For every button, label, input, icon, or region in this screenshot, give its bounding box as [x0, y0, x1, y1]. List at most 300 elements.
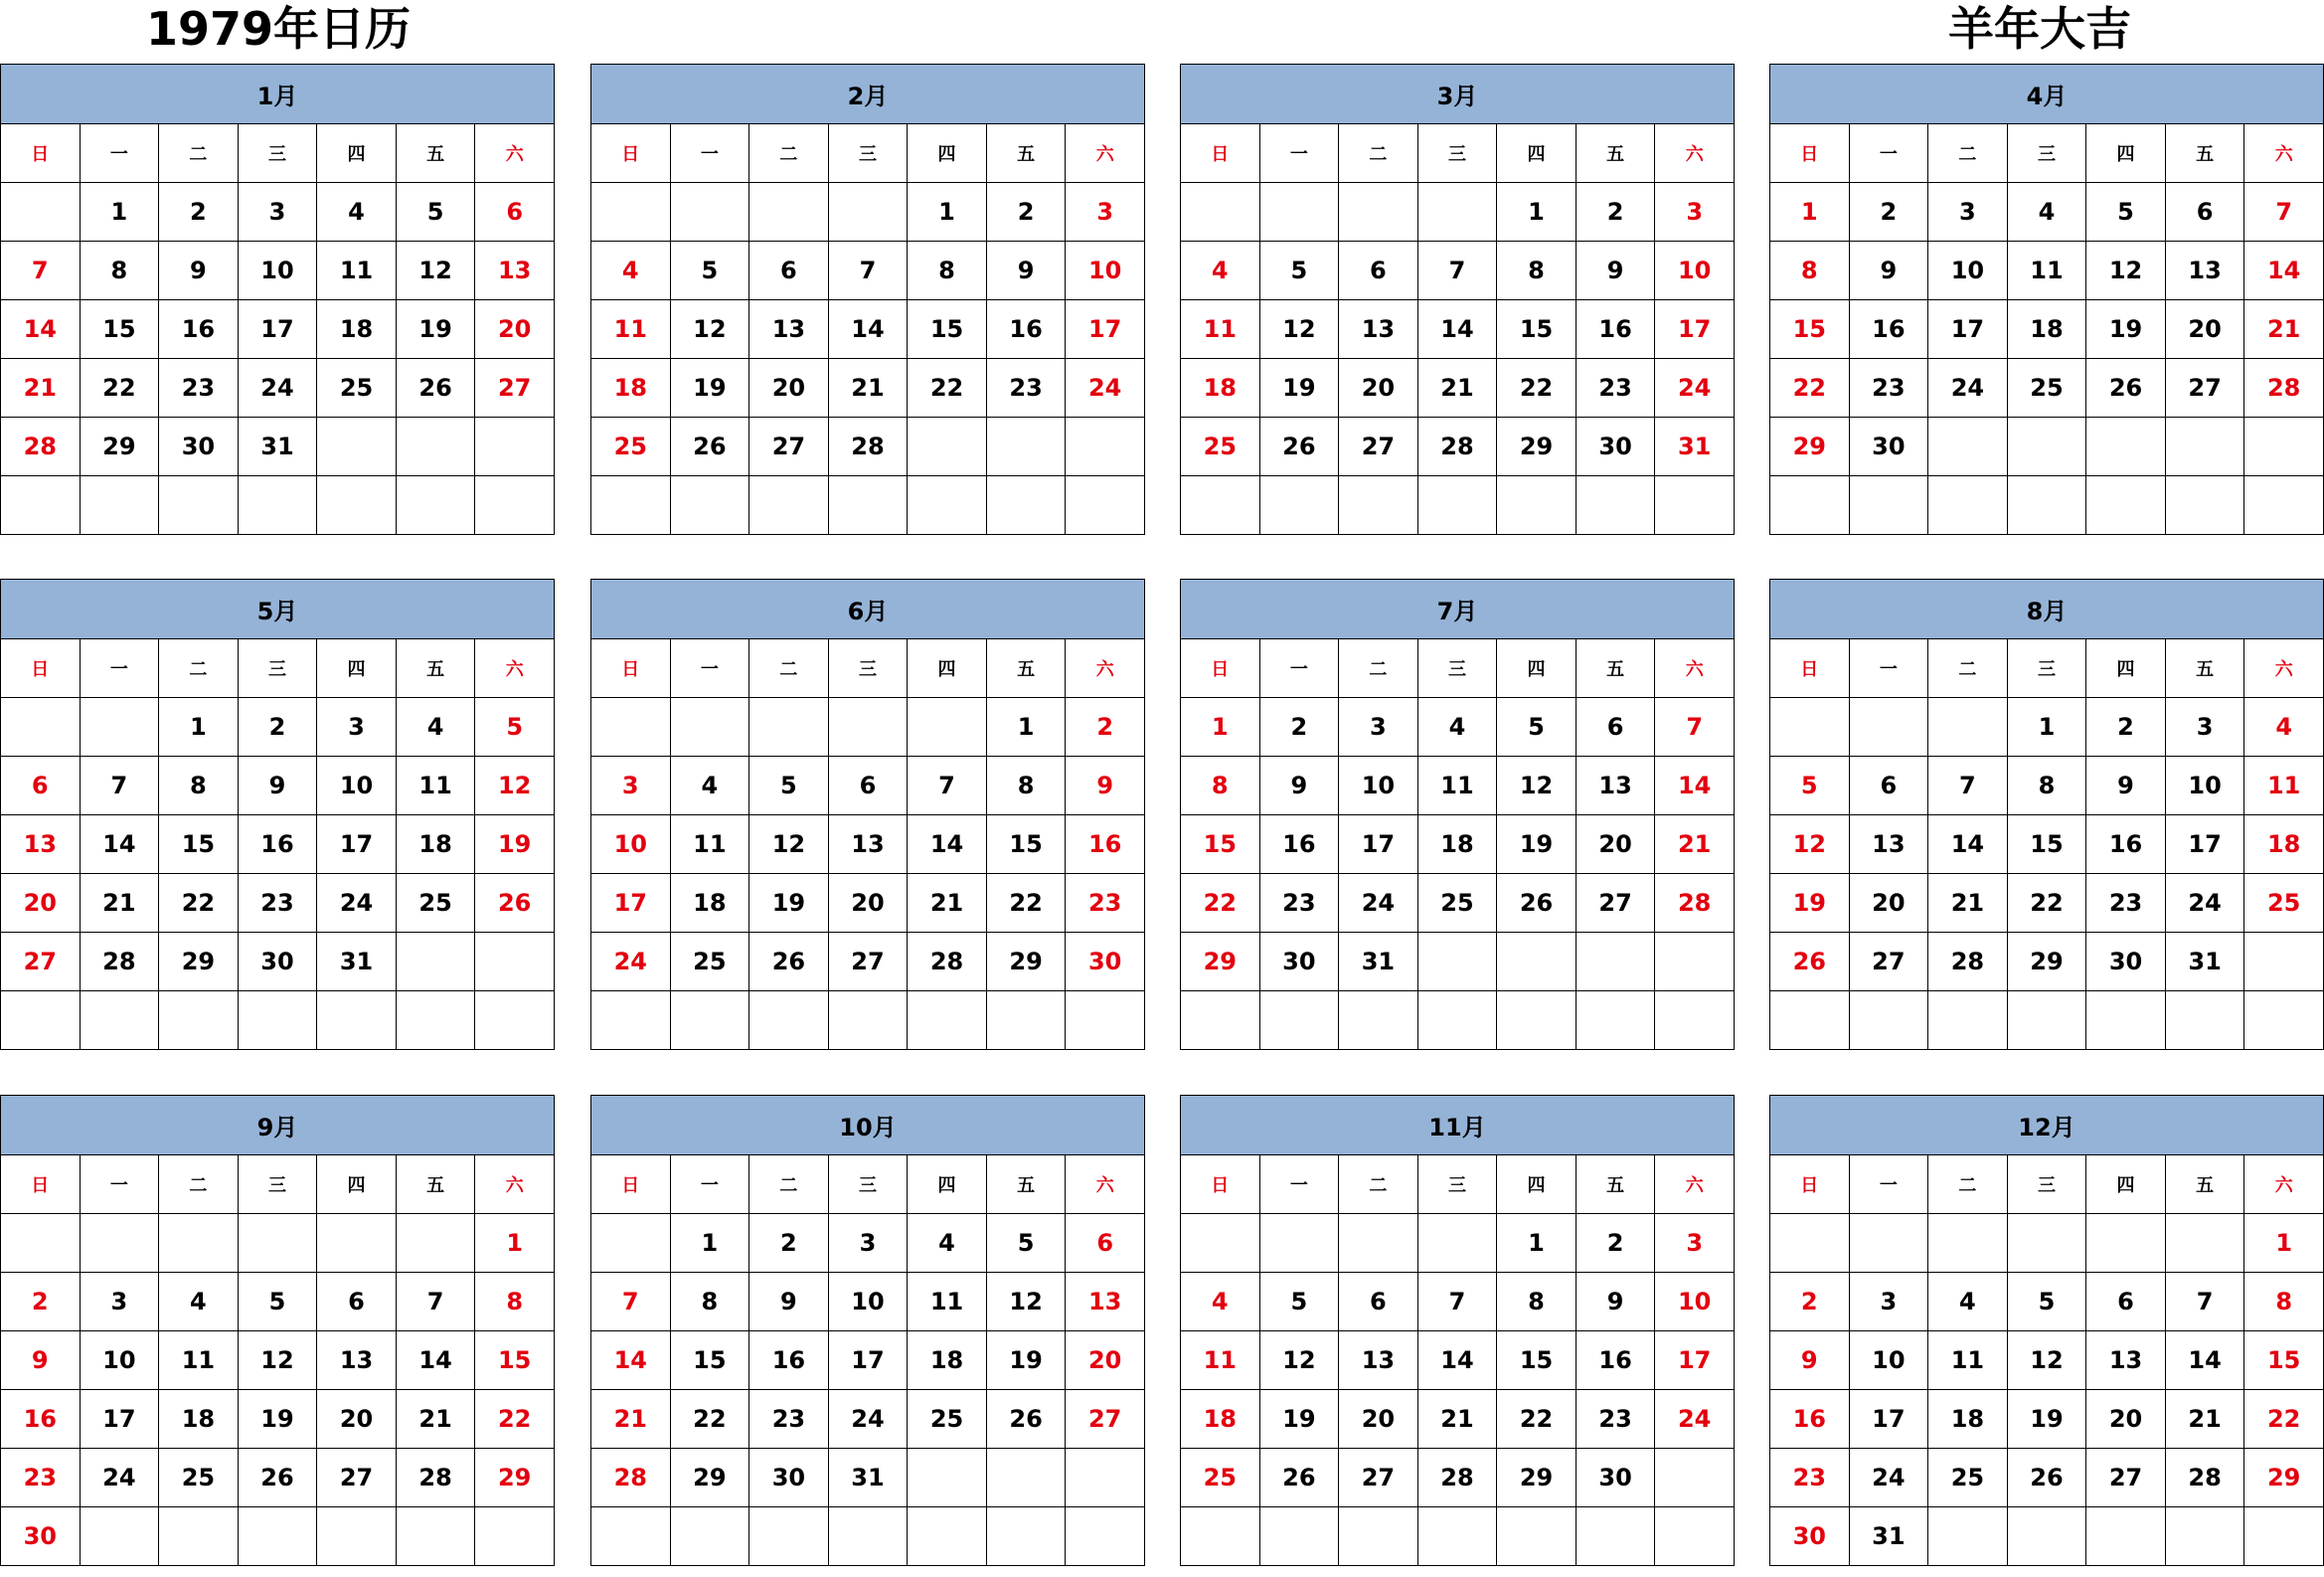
month-calendar [1180, 1095, 1735, 1566]
day-cell: 28 [1, 418, 81, 476]
empty-day-cell [670, 991, 749, 1050]
week-row [1, 418, 555, 476]
empty-day-cell [317, 991, 397, 1050]
weekday-label: 日 [1770, 1155, 1850, 1214]
month-calendar [590, 64, 1145, 535]
empty-day-cell [828, 183, 908, 242]
day-cell: 11 [1417, 757, 1497, 815]
day-cell: 23 [1259, 874, 1339, 933]
day-cell: 25 [908, 1390, 987, 1449]
day-cell: 10 [1339, 757, 1418, 815]
day-cell: 14 [591, 1331, 671, 1390]
day-cell: 2 [1576, 1214, 1655, 1273]
day-cell: 6 [1576, 698, 1655, 757]
weekday-label: 五 [2165, 124, 2244, 183]
weekday-label: 六 [475, 124, 555, 183]
day-cell: 9 [238, 757, 317, 815]
weekday-label: 四 [1497, 639, 1577, 698]
day-cell: 17 [1655, 300, 1735, 359]
day-cell: 22 [1770, 359, 1850, 418]
day-cell: 11 [2244, 757, 2324, 815]
week-row [1, 476, 555, 535]
day-cell: 17 [2165, 815, 2244, 874]
day-cell: 4 [591, 242, 671, 300]
day-cell: 23 [986, 359, 1066, 418]
day-cell: 17 [1655, 1331, 1735, 1390]
day-cell: 29 [2007, 933, 2086, 991]
week-row [1, 300, 555, 359]
day-cell: 9 [1576, 242, 1655, 300]
day-cell: 19 [396, 300, 475, 359]
day-cell: 21 [2165, 1390, 2244, 1449]
day-cell: 18 [670, 874, 749, 933]
day-cell: 23 [1849, 359, 1928, 418]
empty-day-cell [1339, 991, 1418, 1050]
day-cell: 28 [1417, 418, 1497, 476]
weekday-label: 六 [1066, 1155, 1145, 1214]
week-row [591, 874, 1145, 933]
day-cell: 3 [828, 1214, 908, 1273]
week-row [1, 991, 555, 1050]
day-cell: 4 [1417, 698, 1497, 757]
weekday-label: 二 [159, 124, 239, 183]
weekday-label: 二 [159, 639, 239, 698]
week-row [591, 1331, 1145, 1390]
day-cell: 14 [2165, 1331, 2244, 1390]
day-cell: 31 [2165, 933, 2244, 991]
empty-day-cell [1, 991, 81, 1050]
day-cell: 28 [2244, 359, 2324, 418]
weekday-label: 一 [670, 639, 749, 698]
month-title: 11月 [1181, 1096, 1735, 1155]
day-cell: 13 [1066, 1273, 1145, 1331]
day-cell: 29 [1497, 1449, 1577, 1507]
day-cell: 5 [475, 698, 555, 757]
week-row [1770, 242, 2324, 300]
day-cell: 6 [749, 242, 829, 300]
day-cell: 28 [80, 933, 159, 991]
day-cell: 12 [475, 757, 555, 815]
empty-day-cell [1928, 476, 2008, 535]
day-cell: 2 [238, 698, 317, 757]
day-cell: 12 [749, 815, 829, 874]
day-cell: 24 [1066, 359, 1145, 418]
weekday-label: 三 [238, 639, 317, 698]
week-row [1770, 874, 2324, 933]
day-cell: 20 [828, 874, 908, 933]
week-row [591, 1214, 1145, 1273]
day-cell: 29 [80, 418, 159, 476]
day-cell: 21 [396, 1390, 475, 1449]
week-row [1181, 757, 1735, 815]
week-row [1181, 815, 1735, 874]
weekday-label: 日 [1181, 639, 1260, 698]
week-row [1770, 991, 2324, 1050]
day-cell: 1 [1497, 1214, 1577, 1273]
empty-day-cell [80, 991, 159, 1050]
day-cell: 2 [1, 1273, 81, 1331]
day-cell: 21 [908, 874, 987, 933]
day-cell: 20 [1576, 815, 1655, 874]
day-cell: 11 [908, 1273, 987, 1331]
empty-day-cell [1339, 1214, 1418, 1273]
day-cell: 4 [317, 183, 397, 242]
day-cell: 23 [238, 874, 317, 933]
week-row [1181, 991, 1735, 1050]
weekday-label: 日 [1181, 1155, 1260, 1214]
empty-day-cell [159, 1507, 239, 1566]
day-cell: 14 [1417, 1331, 1497, 1390]
day-cell: 11 [1928, 1331, 2008, 1390]
day-cell: 13 [1, 815, 81, 874]
empty-day-cell [80, 1507, 159, 1566]
day-cell: 8 [1497, 1273, 1577, 1331]
week-row [1, 1331, 555, 1390]
day-cell: 7 [1655, 698, 1735, 757]
week-row [591, 476, 1145, 535]
day-cell: 5 [396, 183, 475, 242]
month-calendar [590, 1095, 1145, 1566]
day-cell: 29 [986, 933, 1066, 991]
day-cell: 27 [749, 418, 829, 476]
day-cell: 16 [1770, 1390, 1850, 1449]
day-cell: 27 [1339, 1449, 1418, 1507]
week-row [1, 1507, 555, 1566]
calendar-greeting: 羊年大吉 [1948, 2, 2131, 56]
empty-day-cell [2244, 1507, 2324, 1566]
weekday-label: 五 [986, 639, 1066, 698]
day-cell: 2 [1259, 698, 1339, 757]
day-cell: 17 [828, 1331, 908, 1390]
day-cell: 7 [396, 1273, 475, 1331]
empty-day-cell [1770, 698, 1850, 757]
empty-day-cell [1497, 933, 1577, 991]
day-cell: 11 [396, 757, 475, 815]
day-cell: 29 [475, 1449, 555, 1507]
empty-day-cell [2007, 418, 2086, 476]
empty-day-cell [828, 1507, 908, 1566]
day-cell: 14 [1, 300, 81, 359]
day-cell: 16 [986, 300, 1066, 359]
day-cell: 27 [1576, 874, 1655, 933]
day-cell: 12 [670, 300, 749, 359]
empty-day-cell [159, 476, 239, 535]
weekday-label: 一 [670, 1155, 749, 1214]
day-cell: 17 [80, 1390, 159, 1449]
weekday-label: 五 [396, 639, 475, 698]
day-cell: 20 [317, 1390, 397, 1449]
weekday-label: 一 [1849, 124, 1928, 183]
day-cell: 18 [1181, 359, 1260, 418]
month-title: 3月 [1181, 65, 1735, 124]
weekday-label: 日 [1770, 639, 1850, 698]
week-row [591, 242, 1145, 300]
week-row [1, 757, 555, 815]
weekday-label: 日 [1, 639, 81, 698]
day-cell: 3 [80, 1273, 159, 1331]
empty-day-cell [670, 1507, 749, 1566]
weekday-label: 六 [475, 1155, 555, 1214]
day-cell: 24 [828, 1390, 908, 1449]
weekday-label: 五 [2165, 1155, 2244, 1214]
day-cell: 14 [396, 1331, 475, 1390]
day-cell: 22 [2244, 1390, 2324, 1449]
day-cell: 16 [749, 1331, 829, 1390]
empty-day-cell [80, 476, 159, 535]
day-cell: 21 [2244, 300, 2324, 359]
day-cell: 1 [1497, 183, 1577, 242]
day-cell: 25 [2007, 359, 2086, 418]
month-title: 12月 [1770, 1096, 2324, 1155]
day-cell: 30 [1576, 418, 1655, 476]
weekday-label: 二 [159, 1155, 239, 1214]
weekday-label: 日 [591, 124, 671, 183]
day-cell: 1 [2244, 1214, 2324, 1273]
empty-day-cell [1655, 1507, 1735, 1566]
day-cell: 16 [2086, 815, 2166, 874]
day-cell: 8 [1181, 757, 1260, 815]
empty-day-cell [986, 418, 1066, 476]
weekday-label: 五 [1576, 639, 1655, 698]
week-row [1, 933, 555, 991]
day-cell: 2 [1770, 1273, 1850, 1331]
day-cell: 10 [1849, 1331, 1928, 1390]
empty-day-cell [2244, 418, 2324, 476]
day-cell: 27 [828, 933, 908, 991]
empty-day-cell [1928, 1507, 2008, 1566]
day-cell: 26 [475, 874, 555, 933]
empty-day-cell [749, 698, 829, 757]
day-cell: 26 [1259, 418, 1339, 476]
month-calendar [1769, 64, 2324, 535]
month-title: 2月 [591, 65, 1145, 124]
empty-day-cell [1181, 1507, 1260, 1566]
day-cell: 10 [1928, 242, 2008, 300]
day-cell: 11 [1181, 300, 1260, 359]
weekday-label: 日 [1, 1155, 81, 1214]
day-cell: 29 [1497, 418, 1577, 476]
day-cell: 29 [159, 933, 239, 991]
day-cell: 12 [238, 1331, 317, 1390]
day-cell: 9 [1259, 757, 1339, 815]
week-row [1, 874, 555, 933]
day-cell: 7 [1417, 242, 1497, 300]
week-row [591, 1273, 1145, 1331]
day-cell: 28 [828, 418, 908, 476]
day-cell: 19 [475, 815, 555, 874]
day-cell: 18 [1928, 1390, 2008, 1449]
weekday-label: 日 [591, 1155, 671, 1214]
week-row [1770, 757, 2324, 815]
day-cell: 19 [1259, 359, 1339, 418]
empty-day-cell [1181, 476, 1260, 535]
weekday-label: 日 [1, 124, 81, 183]
day-cell: 26 [986, 1390, 1066, 1449]
day-cell: 20 [1339, 1390, 1418, 1449]
day-cell: 31 [1849, 1507, 1928, 1566]
day-cell: 25 [2244, 874, 2324, 933]
weekday-label: 四 [908, 1155, 987, 1214]
weekday-label: 六 [1655, 1155, 1735, 1214]
empty-day-cell [1339, 183, 1418, 242]
day-cell: 19 [1259, 1390, 1339, 1449]
day-cell: 29 [2244, 1449, 2324, 1507]
day-cell: 8 [2007, 757, 2086, 815]
weekday-label: 三 [2007, 639, 2086, 698]
day-cell: 19 [2086, 300, 2166, 359]
weekday-label: 三 [2007, 1155, 2086, 1214]
day-cell: 24 [80, 1449, 159, 1507]
day-cell: 2 [1849, 183, 1928, 242]
day-cell: 12 [1497, 757, 1577, 815]
day-cell: 2 [1066, 698, 1145, 757]
day-cell: 10 [591, 815, 671, 874]
empty-day-cell [80, 1214, 159, 1273]
day-cell: 30 [2086, 933, 2166, 991]
day-cell: 25 [1928, 1449, 2008, 1507]
week-row [1, 1449, 555, 1507]
week-row [1, 815, 555, 874]
weekday-label: 六 [1066, 124, 1145, 183]
day-cell: 5 [238, 1273, 317, 1331]
empty-day-cell [591, 1507, 671, 1566]
empty-day-cell [1770, 991, 1850, 1050]
day-cell: 2 [749, 1214, 829, 1273]
day-cell: 8 [80, 242, 159, 300]
day-cell: 13 [1339, 300, 1418, 359]
empty-day-cell [80, 698, 159, 757]
week-row [1, 698, 555, 757]
weekday-label: 五 [1576, 124, 1655, 183]
day-cell: 22 [670, 1390, 749, 1449]
weekday-label: 四 [908, 124, 987, 183]
day-cell: 3 [317, 698, 397, 757]
empty-day-cell [1181, 991, 1260, 1050]
day-cell: 1 [1770, 183, 1850, 242]
day-cell: 30 [749, 1449, 829, 1507]
day-cell: 13 [2086, 1331, 2166, 1390]
day-cell: 15 [80, 300, 159, 359]
day-cell: 1 [986, 698, 1066, 757]
day-cell: 24 [1928, 359, 2008, 418]
day-cell: 27 [1849, 933, 1928, 991]
day-cell: 13 [2165, 242, 2244, 300]
day-cell: 3 [2165, 698, 2244, 757]
empty-day-cell [1259, 1507, 1339, 1566]
day-cell: 5 [749, 757, 829, 815]
day-cell: 6 [1849, 757, 1928, 815]
week-row [1181, 1449, 1735, 1507]
weekday-label: 六 [1655, 124, 1735, 183]
empty-day-cell [1655, 991, 1735, 1050]
day-cell: 25 [1417, 874, 1497, 933]
empty-day-cell [2244, 991, 2324, 1050]
weekday-label: 四 [908, 639, 987, 698]
weekday-label: 三 [238, 1155, 317, 1214]
day-cell: 30 [1770, 1507, 1850, 1566]
empty-day-cell [1259, 183, 1339, 242]
weekday-label: 六 [2244, 639, 2324, 698]
day-cell: 5 [1259, 242, 1339, 300]
empty-day-cell [1497, 476, 1577, 535]
weekday-label: 四 [1497, 124, 1577, 183]
weekday-label: 日 [1181, 124, 1260, 183]
weekday-label: 日 [591, 639, 671, 698]
day-cell: 22 [80, 359, 159, 418]
day-cell: 18 [591, 359, 671, 418]
empty-day-cell [749, 183, 829, 242]
weekday-label: 二 [1928, 639, 2008, 698]
day-cell: 4 [1181, 1273, 1260, 1331]
weekday-label: 四 [1497, 1155, 1577, 1214]
week-row [1, 1390, 555, 1449]
day-cell: 14 [80, 815, 159, 874]
week-row [1, 242, 555, 300]
day-cell: 12 [986, 1273, 1066, 1331]
empty-day-cell [475, 476, 555, 535]
day-cell: 19 [986, 1331, 1066, 1390]
day-cell: 5 [1259, 1273, 1339, 1331]
day-cell: 2 [986, 183, 1066, 242]
empty-day-cell [828, 991, 908, 1050]
day-cell: 4 [2007, 183, 2086, 242]
week-row [1770, 1214, 2324, 1273]
day-cell: 6 [475, 183, 555, 242]
empty-day-cell [591, 183, 671, 242]
empty-day-cell [1655, 1449, 1735, 1507]
week-row [1181, 698, 1735, 757]
empty-day-cell [1339, 1507, 1418, 1566]
week-row [1770, 815, 2324, 874]
month-calendar [1180, 64, 1735, 535]
weekday-label: 四 [2086, 1155, 2166, 1214]
day-cell: 2 [1576, 183, 1655, 242]
weekday-label: 六 [2244, 124, 2324, 183]
day-cell: 22 [908, 359, 987, 418]
empty-day-cell [828, 476, 908, 535]
day-cell: 12 [1259, 300, 1339, 359]
day-cell: 27 [317, 1449, 397, 1507]
weekday-label: 一 [1849, 1155, 1928, 1214]
day-cell: 12 [396, 242, 475, 300]
weekday-label: 六 [1655, 639, 1735, 698]
day-cell: 27 [475, 359, 555, 418]
empty-day-cell [2165, 476, 2244, 535]
day-cell: 27 [1, 933, 81, 991]
empty-day-cell [908, 476, 987, 535]
weekday-label: 一 [1259, 124, 1339, 183]
day-cell: 1 [670, 1214, 749, 1273]
day-cell: 9 [986, 242, 1066, 300]
day-cell: 29 [1181, 933, 1260, 991]
empty-day-cell [1497, 991, 1577, 1050]
weekday-label: 四 [2086, 124, 2166, 183]
empty-day-cell [1066, 1449, 1145, 1507]
empty-day-cell [1417, 933, 1497, 991]
day-cell: 13 [828, 815, 908, 874]
day-cell: 17 [1339, 815, 1418, 874]
day-cell: 8 [1497, 242, 1577, 300]
week-row [591, 933, 1145, 991]
empty-day-cell [2165, 991, 2244, 1050]
day-cell: 13 [475, 242, 555, 300]
day-cell: 3 [1066, 183, 1145, 242]
day-cell: 5 [986, 1214, 1066, 1273]
day-cell: 5 [2007, 1273, 2086, 1331]
day-cell: 13 [317, 1331, 397, 1390]
empty-day-cell [475, 991, 555, 1050]
week-row [591, 183, 1145, 242]
